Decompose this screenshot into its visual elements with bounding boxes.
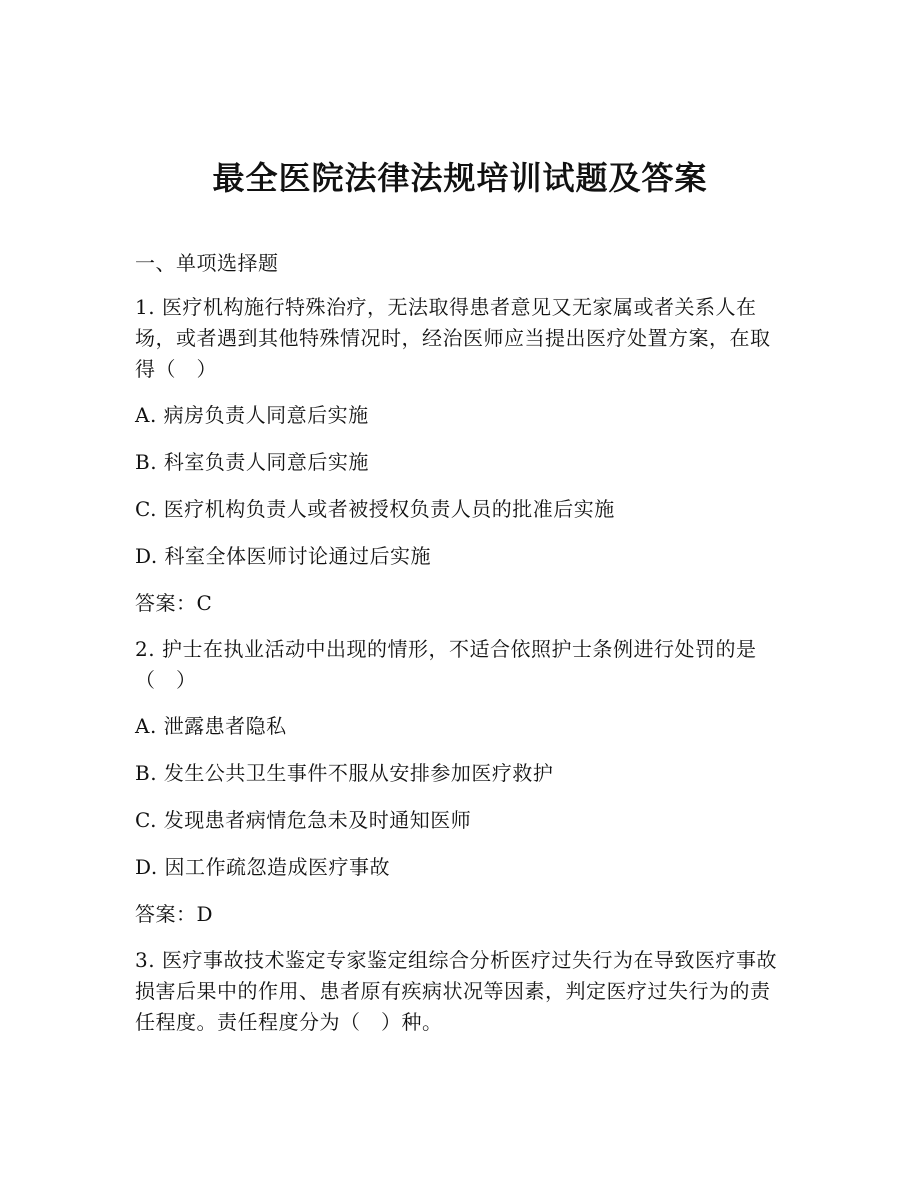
question-2-answer: 答案：D [135, 902, 214, 926]
question-1-option-d: D. 科室全体医师讨论通过后实施 [135, 544, 432, 568]
question-1-option-b: B. 科室负责人同意后实施 [135, 450, 369, 474]
question-1-option-a: A. 病房负责人同意后实施 [135, 403, 369, 427]
question-2-option-a: A. 泄露患者隐私 [135, 714, 287, 738]
question-2 [135, 634, 785, 930]
section-heading: 一、单项选择题 [135, 251, 279, 275]
question-1-stem: 1. 医疗机构施行特殊治疗，无法取得患者意见又无家属或者关系人在场，或者遇到其他特殊情况时，经治医师应当提出医疗处置方案，在取得（ ） [135, 295, 771, 381]
question-1-option-c: C. 医疗机构负责人或者被授权负责人员的批准后实施 [135, 497, 615, 521]
question-1 [135, 292, 785, 619]
question-2-option-d: D. 因工作疏忽造成医疗事故 [135, 855, 391, 879]
question-2-option-c: C. 发现患者病情危急未及时通知医师 [135, 808, 472, 832]
document-content [135, 248, 785, 1053]
question-2-option-b: B. 发生公共卫生事件不服从安排参加医疗救护 [135, 761, 554, 785]
question-3-stem: 3. 医疗事故技术鉴定专家鉴定组综合分析医疗过失行为在导致医疗事故损害后果中的作用、患者原有疾病状况等因素，判定医疗过失行为的责任程度。责任程度分为（ ）种。 [135, 948, 777, 1034]
question-2-stem: 2. 护士在执业活动中出现的情形，不适合依照护士条例进行处罚的是（ ） [135, 637, 757, 692]
question-3 [135, 945, 785, 1038]
document-title: 最全医院法律法规培训试题及答案 [212, 159, 708, 197]
question-1-answer: 答案：C [135, 591, 213, 615]
